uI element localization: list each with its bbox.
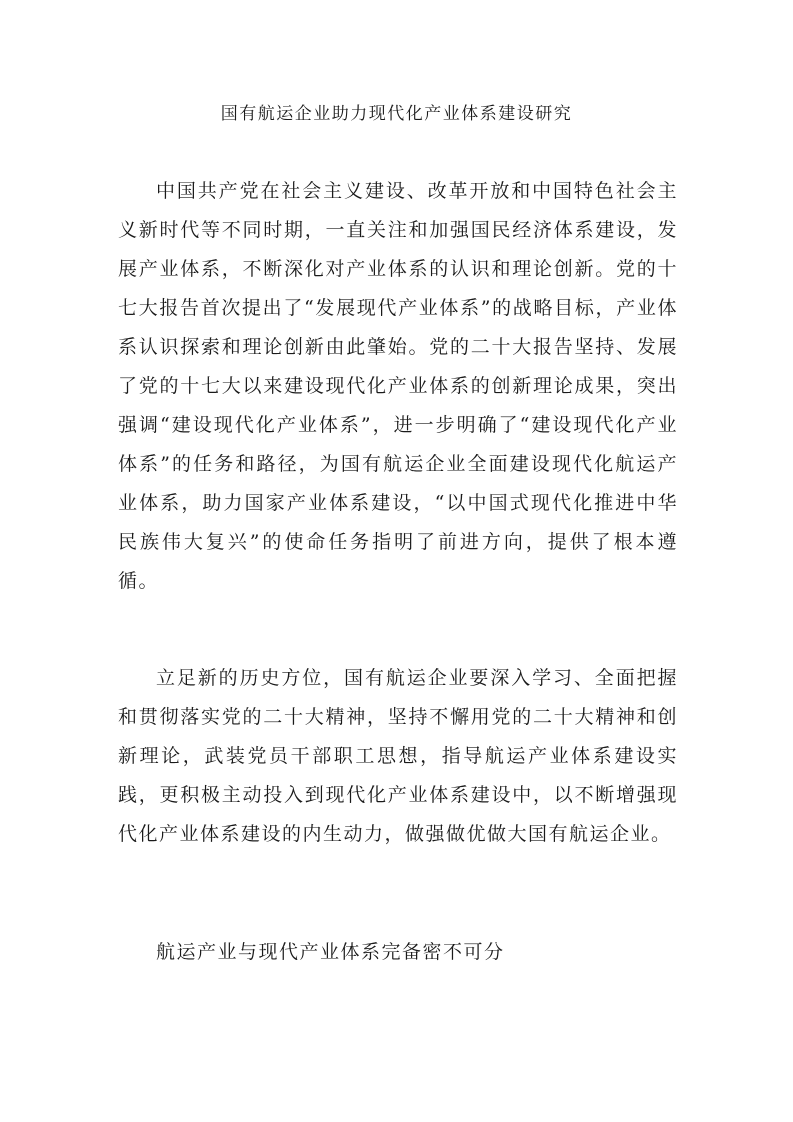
paragraph-second: 立足新的历史方位，国有航运企业要深入学习、全面把握和贯彻落实党的二十大精神，坚持不懈用党的二十大精神和创新理论，武装党员干部职工思想，指导航运产业体系建设实践，更积极主动投入到现代化产业体系建设中，以不断增强现代化产业体系建设的内生动力，做强做优做大国有航运企业。 bbox=[118, 667, 678, 845]
document-title: 国有航运企业助力现代化产业体系建设研究 bbox=[220, 104, 573, 124]
paragraph-intro: 中国共产党在社会主义建设、改革开放和中国特色社会主义新时代等不同时期，一直关注和加强国民经济体系建设，发展产业体系，不断深化对产业体系的认识和理论创新。党的十七大报告首次提出了“发展现代产业体系”的战略目标，产业体系认识探索和理论创新由此肇始。党的二十大报告坚持、发展了党的十七大以来建设现代化产业体系的创新理论成果，突出强调“建设现代化产业体系”，进一步明确了“建设现代化产业体系”的任务和路径，为国有航运企业全面建设现代化航运产业体系，助力国家产业体系建设，“以中国式现代化推进中华民族伟大复兴”的使命任务指明了前进方向，提供了根本遵循。 bbox=[118, 180, 678, 592]
section-heading-paragraph: 航运产业与现代产业体系完备密不可分 bbox=[156, 941, 505, 963]
